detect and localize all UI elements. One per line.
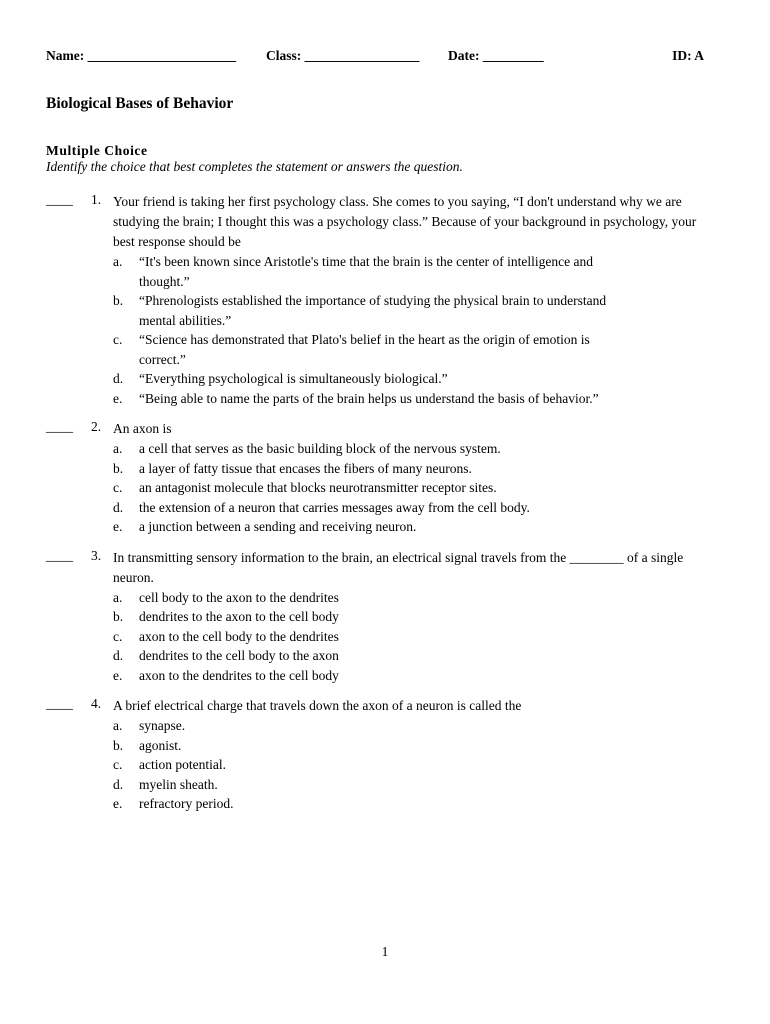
choice: [0, 794, 770, 814]
choice: [0, 627, 770, 647]
choice-letter: e.: [113, 796, 123, 811]
choice: [0, 478, 770, 498]
question-stem: In transmitting sensory information to the brain, an electrical signal travels from the ________ of a single neuron.: [113, 549, 684, 585]
choice-letter: b.: [113, 737, 124, 753]
choice-letter: b.: [113, 460, 124, 476]
choice-text: a cell that serves as the basic building block of the nervous system.: [139, 441, 501, 456]
choice-letter: d.: [113, 371, 124, 386]
choice-letter: a.: [113, 718, 123, 733]
name-field: Name: ______________________: [46, 48, 237, 63]
choice-letter: d.: [113, 776, 124, 792]
choice: [0, 291, 770, 330]
choice-text: “Science has demonstrated that Plato's belief in the heart as the origin of emotion is correct.”: [139, 332, 590, 367]
choice-letter: c.: [113, 332, 123, 347]
choice-letter: e.: [113, 390, 123, 406]
choice-text: axon to the dendrites to the cell body: [139, 667, 339, 683]
choice-letter: a.: [113, 441, 123, 456]
choice-text: synapse.: [139, 718, 186, 733]
choice-text: myelin sheath.: [139, 776, 218, 792]
choice: [0, 666, 770, 686]
choice: [0, 736, 770, 756]
document-title: Biological Bases of Behavior: [46, 95, 234, 112]
class-field: Class: _________________: [266, 48, 420, 63]
section-instructions: Identify the choice that best completes the statement or answers the question.: [46, 159, 463, 174]
choice-letter: c.: [113, 628, 123, 644]
choice-text: action potential.: [139, 757, 226, 772]
question-list: [0, 192, 770, 825]
page-number: 1: [381, 944, 389, 959]
choice-letter: c.: [113, 480, 123, 495]
choice: [0, 588, 770, 608]
question-stem: An axon is: [113, 421, 172, 436]
question-number: 3.: [91, 547, 102, 563]
choice-letter: b.: [113, 293, 124, 308]
choice-text: “Everything psychological is simultaneously biological.”: [139, 371, 448, 386]
choice: [0, 716, 770, 736]
choice-letter: e.: [113, 519, 123, 534]
question-stem: A brief electrical charge that travels down the axon of a neuron is called the: [113, 698, 522, 713]
id-label: ID: A: [672, 48, 704, 63]
choice: [0, 330, 770, 369]
choice: [0, 459, 770, 479]
choice-letter: a.: [113, 589, 123, 605]
date-field: Date: _________: [448, 48, 544, 63]
choice: [0, 369, 770, 389]
choice-text: dendrites to the axon to the cell body: [139, 609, 339, 624]
choice-text: “Phrenologists established the importance of studying the physical brain to understand mental abilities.”: [139, 293, 607, 328]
question: [0, 548, 770, 686]
choice-letter: a.: [113, 254, 123, 269]
choice-letter: d.: [113, 648, 124, 663]
choice-text: axon to the cell body to the dendrites: [139, 628, 339, 644]
choice-letter: b.: [113, 609, 124, 624]
choice-letter: e.: [113, 667, 123, 683]
choice-text: “Being able to name the parts of the brain helps us understand the basis of behavior.”: [139, 390, 599, 406]
choice-text: refractory period.: [139, 796, 234, 811]
choice-text: a junction between a sending and receiving neuron.: [139, 519, 417, 534]
choice-text: “It's been known since Aristotle's time that the brain is the center of intelligence and thought.”: [139, 254, 593, 289]
choice: [0, 517, 770, 537]
choice: [0, 252, 770, 291]
question-number: 2.: [91, 419, 102, 434]
question: [0, 419, 770, 537]
choice: [0, 498, 770, 518]
choice-text: agonist.: [139, 737, 182, 753]
choice: [0, 607, 770, 627]
choice-text: dendrites to the cell body to the axon: [139, 648, 339, 663]
choice: [0, 775, 770, 795]
header: [46, 48, 704, 68]
choice-letter: d.: [113, 499, 124, 515]
choice: [0, 646, 770, 666]
question-number: 4.: [91, 696, 102, 711]
question-number: 1.: [91, 192, 102, 207]
choice: [0, 389, 770, 409]
question: [0, 696, 770, 814]
choice: [0, 755, 770, 775]
answer-blank: ____: [46, 547, 73, 563]
section-title: Multiple Choice: [46, 143, 148, 158]
answer-blank: ____: [46, 696, 73, 711]
choice-text: cell body to the axon to the dendrites: [139, 589, 339, 605]
question-stem: Your friend is taking her first psychology class. She comes to you saying, “I don't understand why we are studying the brain; I thought this was a psychology class.” Because of your background in psychology, your best response should be: [113, 194, 697, 249]
answer-blank: ____: [46, 419, 73, 434]
choice-text: an antagonist molecule that blocks neurotransmitter receptor sites.: [139, 480, 497, 495]
choice-text: a layer of fatty tissue that encases the fibers of many neurons.: [139, 460, 472, 476]
choice-letter: c.: [113, 757, 123, 772]
choice: [0, 439, 770, 459]
question: [0, 192, 770, 408]
answer-blank: ____: [46, 192, 73, 207]
choice-text: the extension of a neuron that carries messages away from the cell body.: [139, 499, 530, 515]
